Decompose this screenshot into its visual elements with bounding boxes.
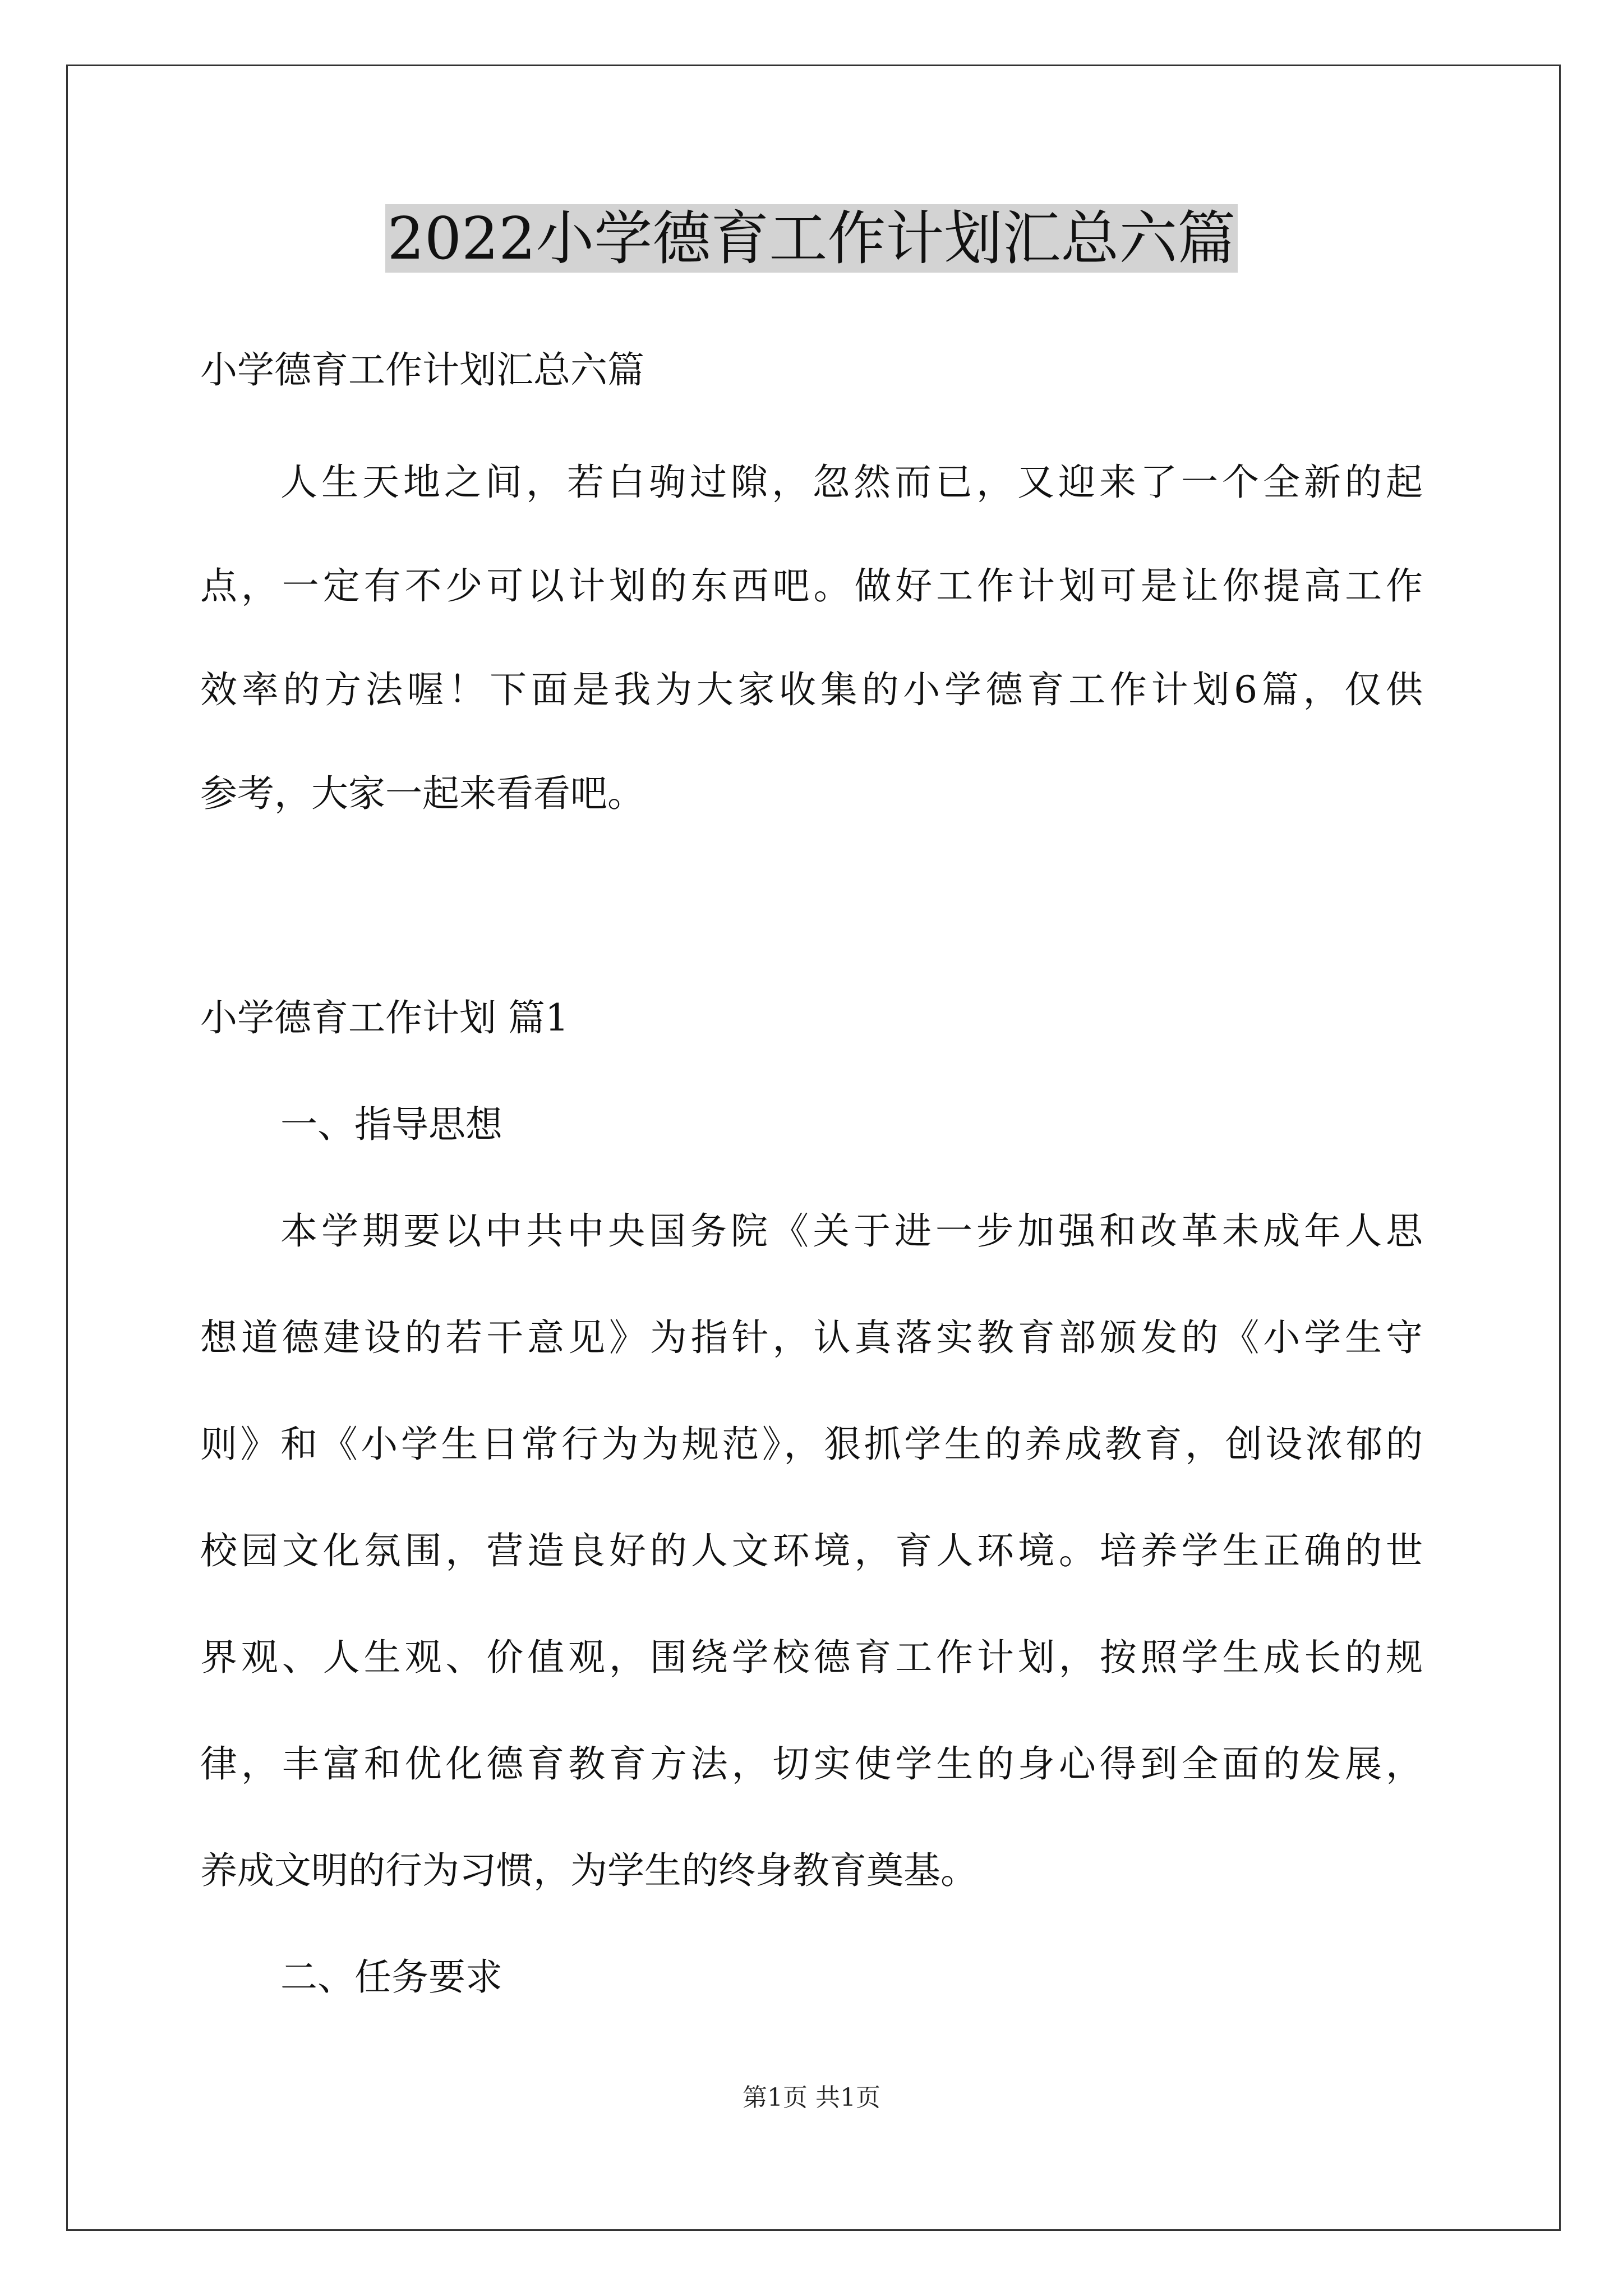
intro-line-1: 人生天地之间，若白驹过隙，忽然而已，又迎来了一个全新的起 (280, 461, 1423, 504)
part1-line-6: 律，丰富和优化德育教育方法，切实使学生的身心得到全面的发展， (200, 1742, 1423, 1786)
section-heading: 小学德育工作计划 篇1 (200, 996, 569, 1039)
part1-line-4: 校园文化氛围，营造良好的人文环境，育人环境。培养学生正确的世 (200, 1529, 1423, 1572)
part1-heading: 一、指导思想 (280, 1103, 502, 1146)
part1-line-3: 则》和《小学生日常行为为规范》，狠抓学生的养成教育，创设浓郁的 (200, 1423, 1423, 1466)
intro-line-3: 效率的方法喔！下面是我为大家收集的小学德育工作计划6篇，仅供 (200, 668, 1423, 711)
intro-line-2: 点，一定有不少可以计划的东西吧。做好工作计划可是让你提高工作 (200, 564, 1423, 608)
part1-line-5: 界观、人生观、价值观，围绕学校德育工作计划，按照学生成长的规 (200, 1636, 1423, 1679)
part1-line-2: 想道德建设的若干意见》为指针，认真落实教育部颁发的《小学生守 (200, 1316, 1423, 1359)
document-title-text: 2022小学德育工作计划汇总六篇 (385, 204, 1238, 273)
part2-heading: 二、任务要求 (280, 1955, 502, 1999)
part1-line-1: 本学期要以中共中央国务院《关于进一步加强和改革未成年人思 (280, 1209, 1423, 1253)
part1-line-7: 养成文明的行为习惯，为学生的终身教育奠基。 (200, 1849, 978, 1892)
page-footer: 第1页 共1页 (743, 2083, 880, 2112)
intro-line-4: 参考，大家一起来看看吧。 (200, 772, 644, 815)
document-subtitle: 小学德育工作计划汇总六篇 (200, 348, 644, 392)
document-title (0, 199, 1623, 278)
